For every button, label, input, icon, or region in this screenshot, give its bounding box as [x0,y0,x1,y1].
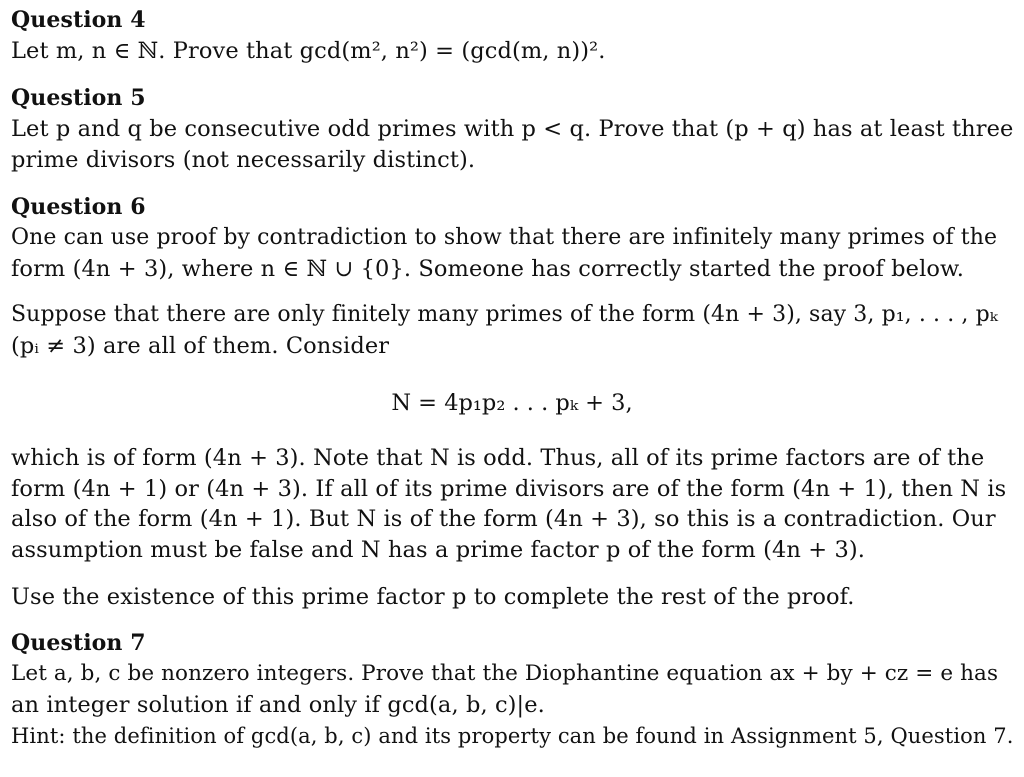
question-7-text-line-1: Let a, b, c be nonzero integers. Prove that the Diophantine equation ax + by + cz = e has [11,661,999,686]
question-7-text-line-2: an integer solution if and only if gcd(a, b, c)|e. [11,692,545,718]
question-6-heading: Question 6 [11,194,146,220]
question-6-display-equation: N = 4p₁p₂ . . . pₖ + 3, [391,390,633,416]
question-7-hint: Hint: the definition of gcd(a, b, c) and its property can be found in Assignment 5, Question 7. [11,724,1014,748]
question-6-body-line-4: assumption must be false and N has a prime factor p of the form (4n + 3). [11,537,866,563]
question-5-heading: Question 5 [11,85,146,111]
question-6-body-line-3: also of the form (4n + 1). But N is of the form (4n + 3), so this is a contradiction. Our [11,506,996,532]
question-6-task: Use the existence of this prime factor p to complete the rest of the proof. [11,584,855,610]
question-4-heading: Question 4 [11,7,146,33]
question-6-proof-line-2: (pᵢ ≠ 3) are all of them. Consider [11,333,390,359]
question-6-body-line-1: which is of form (4n + 3). Note that N is odd. Thus, all of its prime factors are of the [11,445,985,471]
question-6-body-line-2: form (4n + 1) or (4n + 3). If all of its prime divisors are of the form (4n + 1), then N is [11,476,1007,502]
question-5-text-line-1: Let p and q be consecutive odd primes with p < q. Prove that (p + q) has at least three [11,116,1014,142]
question-6-intro-line-2: form (4n + 3), where n ∈ ℕ ∪ {0}. Someone has correctly started the proof below. [11,256,964,282]
question-4-text: Let m, n ∈ ℕ. Prove that gcd(m², n²) = (gcd(m, n))². [11,38,606,64]
question-7-heading: Question 7 [11,630,146,656]
question-6-intro-line-1: One can use proof by contradiction to show that there are infinitely many primes of the [11,225,998,250]
question-6-proof-line-1: Suppose that there are only finitely many primes of the form (4n + 3), say 3, p₁, . . . , pₖ [11,302,998,327]
question-5-text-line-2: prime divisors (not necessarily distinct). [11,147,476,173]
